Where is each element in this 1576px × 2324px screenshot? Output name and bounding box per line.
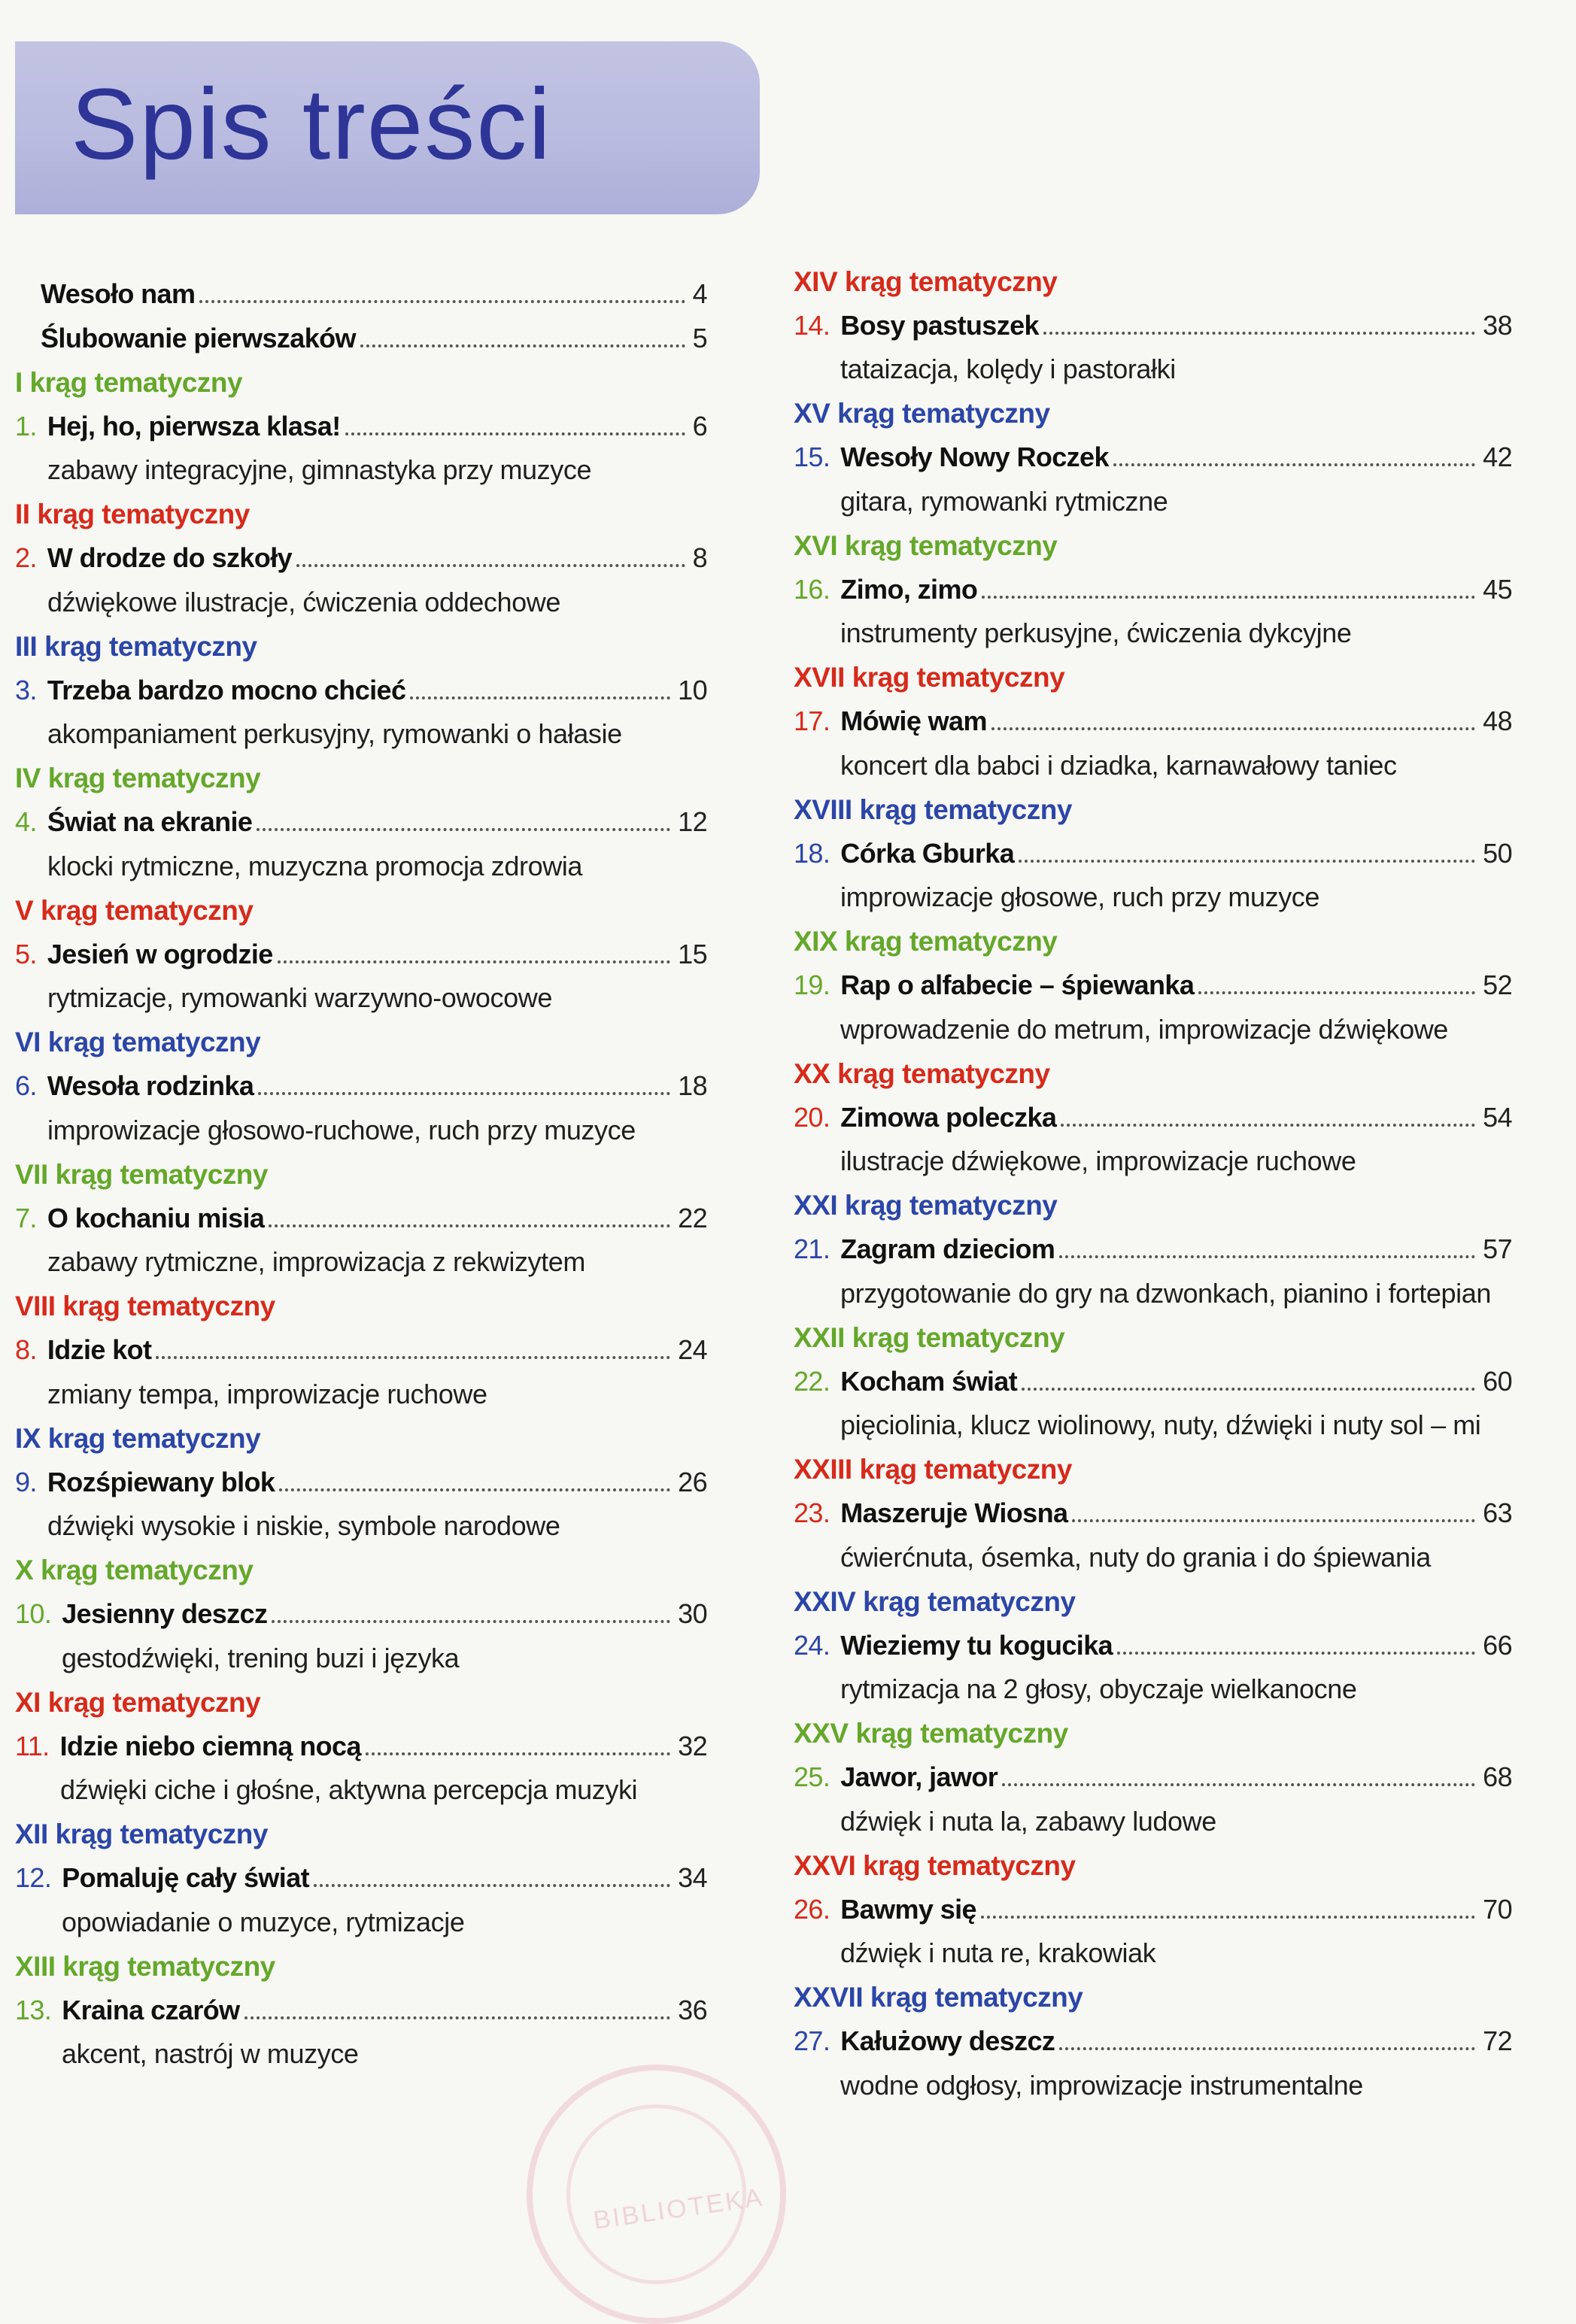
entry-description: wodne odgłosy, improwizacje instrumentalne: [840, 2069, 1363, 2101]
toc-entry[interactable]: [15, 1592, 707, 1637]
dot-leader: [244, 2009, 671, 2019]
section-heading: VIII krąg tematyczny: [15, 1291, 275, 1322]
dot-leader: [278, 953, 670, 963]
entry-page-number: 48: [1483, 705, 1512, 737]
dot-leader: [1072, 1512, 1475, 1522]
dot-leader: [345, 425, 685, 435]
dot-leader: [1043, 324, 1475, 335]
entry-page-number: 32: [678, 1730, 707, 1761]
toc-entry[interactable]: [794, 699, 1512, 744]
entry-number: 26.: [794, 1893, 831, 1925]
entry-title: Córka Gburka: [840, 837, 1015, 869]
section-heading: XIII krąg tematyczny: [15, 1950, 275, 1982]
entry-description: rytmizacja na 2 głosy, obyczaje wielkanocne: [840, 1673, 1357, 1705]
stamp-text: BIBLIOTEKA: [591, 2183, 766, 2235]
entry-title: Bosy pastuszek: [840, 309, 1039, 341]
toc-entry-front[interactable]: [15, 317, 707, 361]
section-heading: XXVII krąg tematyczny: [794, 1982, 1083, 2013]
dot-leader: [981, 1908, 1475, 1919]
entry-page-number: 50: [1483, 837, 1512, 869]
entry-title: Trzeba bardzo mocno chcieć: [47, 674, 406, 705]
section-heading: XIV krąg tematyczny: [794, 265, 1058, 297]
entry-page-number: 63: [1483, 1497, 1512, 1529]
dot-leader: [296, 557, 685, 567]
section-heading: I krąg tematyczny: [15, 366, 243, 398]
toc-entry[interactable]: [794, 1888, 1512, 1932]
entry-description: dźwięk i nuta la, zabawy ludowe: [840, 1805, 1216, 1837]
entry-number: 23.: [794, 1497, 831, 1529]
entry-number: 6.: [15, 1070, 37, 1102]
entry-number: 27.: [794, 2025, 831, 2057]
entry-title: Ślubowanie pierwszaków: [41, 322, 356, 353]
entry-description: gitara, rymowanki rytmiczne: [840, 485, 1168, 517]
toc-entry[interactable]: [794, 963, 1512, 1008]
entry-page-number: 22: [678, 1202, 707, 1233]
entry-page-number: 10: [678, 674, 707, 705]
entry-number: 24.: [794, 1629, 831, 1661]
section-heading: VI krąg tematyczny: [15, 1027, 261, 1058]
entry-description: zmiany tempa, improwizacje ruchowe: [47, 1378, 487, 1409]
entry-description: improwizacje głosowe, ruch przy muzyce: [840, 881, 1320, 913]
entry-number: 7.: [15, 1202, 37, 1233]
toc-entry[interactable]: [794, 1624, 1512, 1668]
toc-entry-front[interactable]: [15, 272, 707, 317]
dot-leader: [1019, 852, 1475, 863]
library-stamp-icon: [527, 2065, 786, 2324]
entry-page-number: 52: [1483, 969, 1512, 1001]
entry-page-number: 8: [692, 542, 707, 574]
entry-title: Wesoło nam: [41, 278, 196, 310]
entry-page-number: 57: [1483, 1233, 1512, 1265]
dot-leader: [257, 821, 670, 831]
entry-page-number: 30: [678, 1598, 707, 1630]
entry-number: 8.: [15, 1334, 37, 1366]
entry-description: dźwiękowe ilustracje, ćwiczenia oddechowe: [47, 586, 560, 617]
entry-title: Idzie kot: [47, 1334, 152, 1366]
entry-title: Zimo, zimo: [840, 573, 978, 605]
entry-description: instrumenty perkusyjne, ćwiczenia dykcyjne: [840, 617, 1352, 649]
entry-description: wprowadzenie do metrum, improwizacje dźwiękowe: [840, 1013, 1448, 1045]
entry-description: dźwięki wysokie i niskie, symbole narodowe: [47, 1510, 560, 1542]
toc-entry[interactable]: [15, 933, 707, 977]
entry-number: 14.: [794, 309, 831, 341]
entry-title: Pomaluję cały świat: [62, 1862, 310, 1894]
toc-entry[interactable]: [15, 669, 707, 713]
section-heading: XVI krąg tematyczny: [794, 529, 1058, 561]
dot-leader: [982, 588, 1475, 599]
entry-title: Hej, ho, pierwsza klasa!: [47, 410, 341, 441]
entry-page-number: 42: [1483, 441, 1512, 473]
page-title: Spis treści: [71, 68, 553, 181]
entry-title: O kochaniu misia: [47, 1202, 265, 1233]
entry-title: Zimowa poleczka: [840, 1101, 1057, 1133]
dot-leader: [1113, 456, 1475, 466]
entry-page-number: 24: [678, 1334, 707, 1366]
section-heading: IX krąg tematyczny: [15, 1422, 261, 1454]
entry-number: 25.: [794, 1761, 831, 1793]
entry-description: akcent, nastrój w muzyce: [62, 2038, 359, 2070]
entry-number: 13.: [15, 1994, 52, 2025]
section-heading: XXVI krąg tematyczny: [794, 1849, 1076, 1881]
entry-description: przygotowanie do gry na dzwonkach, pianino i fortepian: [840, 1277, 1491, 1309]
entry-page-number: 38: [1483, 309, 1512, 341]
section-heading: XXI krąg tematyczny: [794, 1190, 1058, 1221]
entry-title: Kocham świat: [840, 1365, 1018, 1397]
toc-entry[interactable]: [15, 1328, 707, 1373]
dot-leader: [314, 1876, 670, 1887]
entry-description: rytmizacje, rymowanki warzywno-owocowe: [47, 982, 552, 1014]
entry-title: Kraina czarów: [62, 1994, 240, 2025]
entry-page-number: 4: [692, 278, 707, 310]
entry-page-number: 15: [678, 938, 707, 969]
toc-entry[interactable]: [15, 1989, 707, 2033]
entry-description: dźwięki ciche i głośne, aktywna percepcja muzyki: [60, 1774, 638, 1806]
entry-page-number: 26: [678, 1466, 707, 1497]
toc-entry[interactable]: [794, 1491, 1512, 1536]
toc-entry[interactable]: [15, 1856, 707, 1901]
entry-description: zabawy rytmiczne, improwizacja z rekwizytem: [47, 1246, 585, 1278]
toc-column-left: [15, 272, 707, 2077]
entry-title: Wesoły Nowy Roczek: [840, 441, 1109, 473]
entry-page-number: 60: [1483, 1365, 1512, 1397]
entry-number: 10.: [15, 1598, 52, 1630]
entry-number: 21.: [794, 1233, 831, 1265]
toc-entry[interactable]: [15, 536, 707, 581]
toc-entry[interactable]: [794, 1755, 1512, 1800]
entry-description: dźwięk i nuta re, krakowiak: [840, 1937, 1156, 1969]
dot-leader: [366, 1745, 670, 1755]
entry-description: koncert dla babci i dziadka, karnawałowy taniec: [840, 749, 1397, 781]
dot-leader: [1198, 984, 1475, 994]
entry-number: 20.: [794, 1101, 831, 1133]
section-heading: XXII krąg tematyczny: [794, 1321, 1065, 1353]
entry-page-number: 45: [1483, 573, 1512, 605]
entry-description: akompaniament perkusyjny, rymowanki o hałasie: [47, 718, 622, 750]
section-heading: II krąg tematyczny: [15, 499, 250, 530]
toc-entry[interactable]: [794, 304, 1512, 348]
toc-entry[interactable]: [794, 1096, 1512, 1140]
entry-number: 4.: [15, 806, 37, 838]
entry-page-number: 34: [678, 1862, 707, 1894]
entry-number: 2.: [15, 542, 37, 574]
toc-entry[interactable]: [794, 2019, 1512, 2064]
dot-leader: [1061, 1116, 1475, 1127]
entry-title: Mówię wam: [840, 705, 987, 737]
entry-description: ćwierćnuta, ósemka, nuty do grania i do śpiewania: [840, 1541, 1431, 1573]
entry-description: improwizacje głosowo-ruchowe, ruch przy muzyce: [47, 1114, 636, 1145]
entry-page-number: 18: [678, 1070, 707, 1102]
entry-number: 3.: [15, 674, 37, 705]
dot-leader: [272, 1613, 670, 1623]
section-heading: XX krąg tematyczny: [794, 1057, 1050, 1089]
toc-entry[interactable]: [794, 1227, 1512, 1272]
entry-description: klocki rytmiczne, muzyczna promocja zdrowia: [47, 850, 583, 881]
dot-leader: [991, 720, 1475, 730]
entry-page-number: 68: [1483, 1761, 1512, 1793]
entry-title: Jesienny deszcz: [62, 1598, 268, 1630]
dot-leader: [258, 1085, 670, 1095]
section-heading: XV krąg tematyczny: [794, 398, 1050, 429]
section-heading: III krąg tematyczny: [15, 630, 257, 662]
section-heading: IV krąg tematyczny: [15, 763, 261, 794]
toc-entry[interactable]: [15, 1725, 707, 1769]
entry-page-number: 54: [1483, 1101, 1512, 1133]
entry-number: 1.: [15, 410, 37, 441]
entry-description: opowiadanie o muzyce, rytmizacje: [62, 1906, 465, 1937]
dot-leader: [269, 1217, 670, 1227]
entry-description: ilustracje dźwiękowe, improwizacje ruchowe: [840, 1145, 1356, 1177]
toc-column-right: [794, 259, 1512, 2107]
toc-entry[interactable]: [15, 405, 707, 449]
entry-page-number: 72: [1483, 2025, 1512, 2057]
toc-entry[interactable]: [15, 1461, 707, 1505]
section-heading: XIX krąg tematyczny: [794, 926, 1058, 957]
section-heading: XXIV krąg tematyczny: [794, 1585, 1076, 1617]
entry-number: 12.: [15, 1862, 52, 1894]
entry-page-number: 12: [678, 806, 707, 838]
dot-leader: [199, 293, 685, 303]
entry-title: Idzie niebo ciemną nocą: [59, 1730, 361, 1761]
dot-leader: [279, 1481, 670, 1491]
dot-leader: [1022, 1380, 1475, 1391]
section-heading: XI krąg tematyczny: [15, 1686, 261, 1718]
section-heading: XII krąg tematyczny: [15, 1819, 268, 1850]
section-heading: XXIII krąg tematyczny: [794, 1454, 1072, 1485]
section-heading: V krąg tematyczny: [15, 894, 254, 926]
entry-number: 11.: [15, 1730, 50, 1761]
entry-title: Zagram dzieciom: [840, 1233, 1055, 1265]
dot-leader: [156, 1349, 670, 1359]
entry-number: 22.: [794, 1365, 831, 1397]
entry-page-number: 36: [678, 1994, 707, 2025]
dot-leader: [1059, 1248, 1475, 1258]
toc-entry[interactable]: [794, 1360, 1512, 1404]
section-heading: VII krąg tematyczny: [15, 1158, 268, 1190]
entry-number: 9.: [15, 1466, 37, 1497]
section-heading: XVIII krąg tematyczny: [794, 793, 1072, 825]
dot-leader: [1117, 1644, 1475, 1655]
entry-number: 17.: [794, 705, 831, 737]
title-banner: [15, 41, 760, 214]
entry-number: 19.: [794, 969, 831, 1001]
entry-description: tataizacja, kolędy i pastorałki: [840, 353, 1176, 385]
toc-entry[interactable]: [794, 435, 1512, 480]
toc-entry[interactable]: [15, 800, 707, 845]
entry-title: Jawor, jawor: [840, 1761, 998, 1793]
entry-title: Wesoła rodzinka: [47, 1070, 254, 1102]
entry-title: Kałużowy deszcz: [840, 2025, 1055, 2057]
entry-title: Rap o alfabecie – śpiewanka: [840, 969, 1195, 1001]
entry-description: zabawy integracyjne, gimnastyka przy muzyce: [47, 454, 592, 486]
dot-leader: [360, 337, 685, 347]
toc-entry[interactable]: [794, 832, 1512, 876]
entry-title: Jesień w ogrodzie: [47, 938, 273, 969]
entry-title: Świat na ekranie: [47, 806, 253, 838]
entry-description: gestodźwięki, trening buzi i języka: [62, 1642, 460, 1673]
section-heading: X krąg tematyczny: [15, 1555, 254, 1586]
dot-leader: [1002, 1776, 1475, 1786]
toc-entry[interactable]: [794, 568, 1512, 612]
toc-entry[interactable]: [15, 1197, 707, 1241]
entry-number: 5.: [15, 938, 37, 969]
section-heading: XXV krąg tematyczny: [794, 1718, 1068, 1749]
entry-number: 15.: [794, 441, 831, 473]
entry-description: pięciolinia, klucz wiolinowy, nuty, dźwięki i nuty sol – mi: [840, 1409, 1481, 1441]
entry-number: 16.: [794, 573, 831, 605]
dot-leader: [1059, 2040, 1475, 2050]
entry-page-number: 5: [692, 322, 707, 353]
dot-leader: [410, 689, 670, 699]
section-heading: XVII krąg tematyczny: [794, 662, 1065, 693]
entry-title: Bawmy się: [840, 1893, 976, 1925]
entry-page-number: 6: [692, 410, 707, 441]
entry-page-number: 66: [1483, 1629, 1512, 1661]
entry-title: Rozśpiewany blok: [47, 1466, 275, 1497]
entry-page-number: 70: [1483, 1893, 1512, 1925]
entry-title: Maszeruje Wiosna: [840, 1497, 1068, 1529]
toc-entry[interactable]: [15, 1064, 707, 1109]
entry-number: 18.: [794, 837, 831, 869]
entry-title: Wieziemy tu kogucika: [840, 1629, 1113, 1661]
entry-title: W drodze do szkoły: [47, 542, 293, 574]
